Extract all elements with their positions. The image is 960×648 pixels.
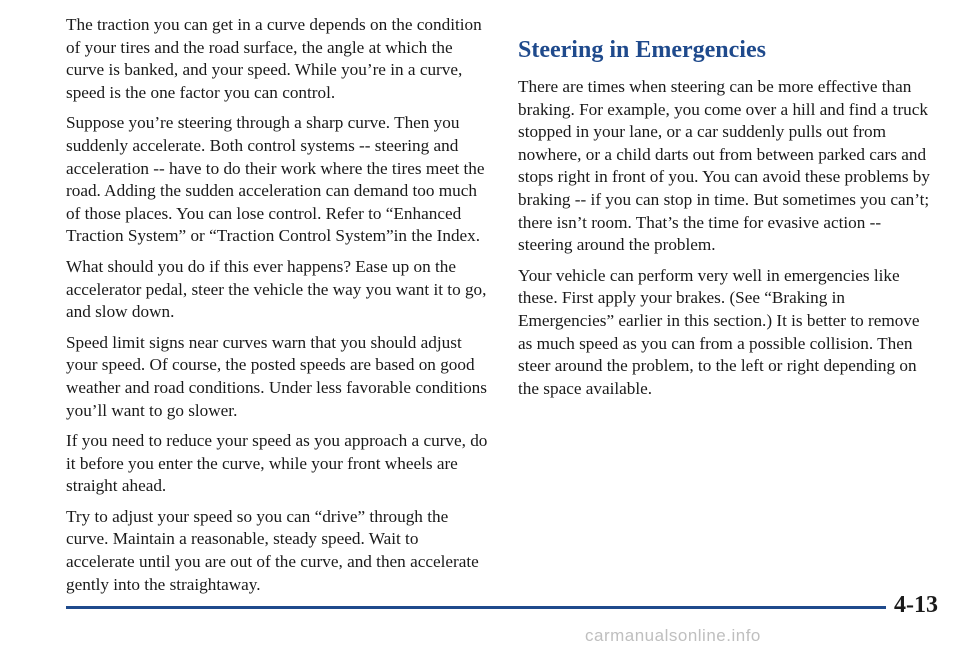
footer-rule: [66, 606, 886, 609]
right-column: [518, 14, 938, 408]
paragraph: Suppose you’re steering through a sharp curve. Then you suddenly accelerate. Both control systems -- steering and acceleration -- have to do their work where the tires meet the road. Adding the sudden acceleration can demand too much of those places. You can lose control. Refer to “Enhanced Traction System” or “Traction Control System”in the Index.: [66, 113, 485, 246]
page-number: 4-13: [894, 592, 938, 618]
paragraph: What should you do if this ever happens? Ease up on the accelerator pedal, steer the vehicle the way you want it to go, and slow down.: [66, 256, 487, 322]
paragraph: Your vehicle can perform very well in emergencies like these. First apply your brakes. (See “Braking in Emergencies” earlier in this section.) It is better to remove as much speed as you can from a possible collision. Then steer around the problem, to the left or right depending on the space available.: [518, 265, 920, 398]
left-column: [66, 14, 490, 604]
paragraph: Speed limit signs near curves warn that you should adjust your speed. Of course, the posted speeds are based on good weather and road conditions. Under less favorable conditions you’ll want to go slower.: [66, 332, 487, 420]
paragraph: If you need to reduce your speed as you approach a curve, do it before you enter the curve, while your front wheels are straight ahead.: [66, 431, 488, 496]
paragraph: There are times when steering can be more effective than braking. For example, you come over a hill and find a truck stopped in your lane, or a car suddenly pulls out from nowhere, or a child darts out from between parked cars and stops right in front of you. You can avoid these problems by braking -- if you can stop in time. But sometimes you can’t; there isn’t room. That’s the time for evasive action -- steering around the problem.: [518, 77, 930, 255]
paragraph: The traction you can get in a curve depends on the condition of your tires and the road surface, the angle at which the curve is banked, and your speed. While you’re in a curve, speed is the one factor you can control.: [66, 15, 482, 102]
paragraph: Try to adjust your speed so you can “drive” through the curve. Maintain a reasonable, steady speed. Wait to accelerate until you are out of the curve, and then accelerate gently into the straightaway.: [66, 506, 479, 594]
watermark: carmanualsonline.info: [585, 626, 761, 645]
section-heading: Steering in Emergencies: [518, 37, 766, 63]
